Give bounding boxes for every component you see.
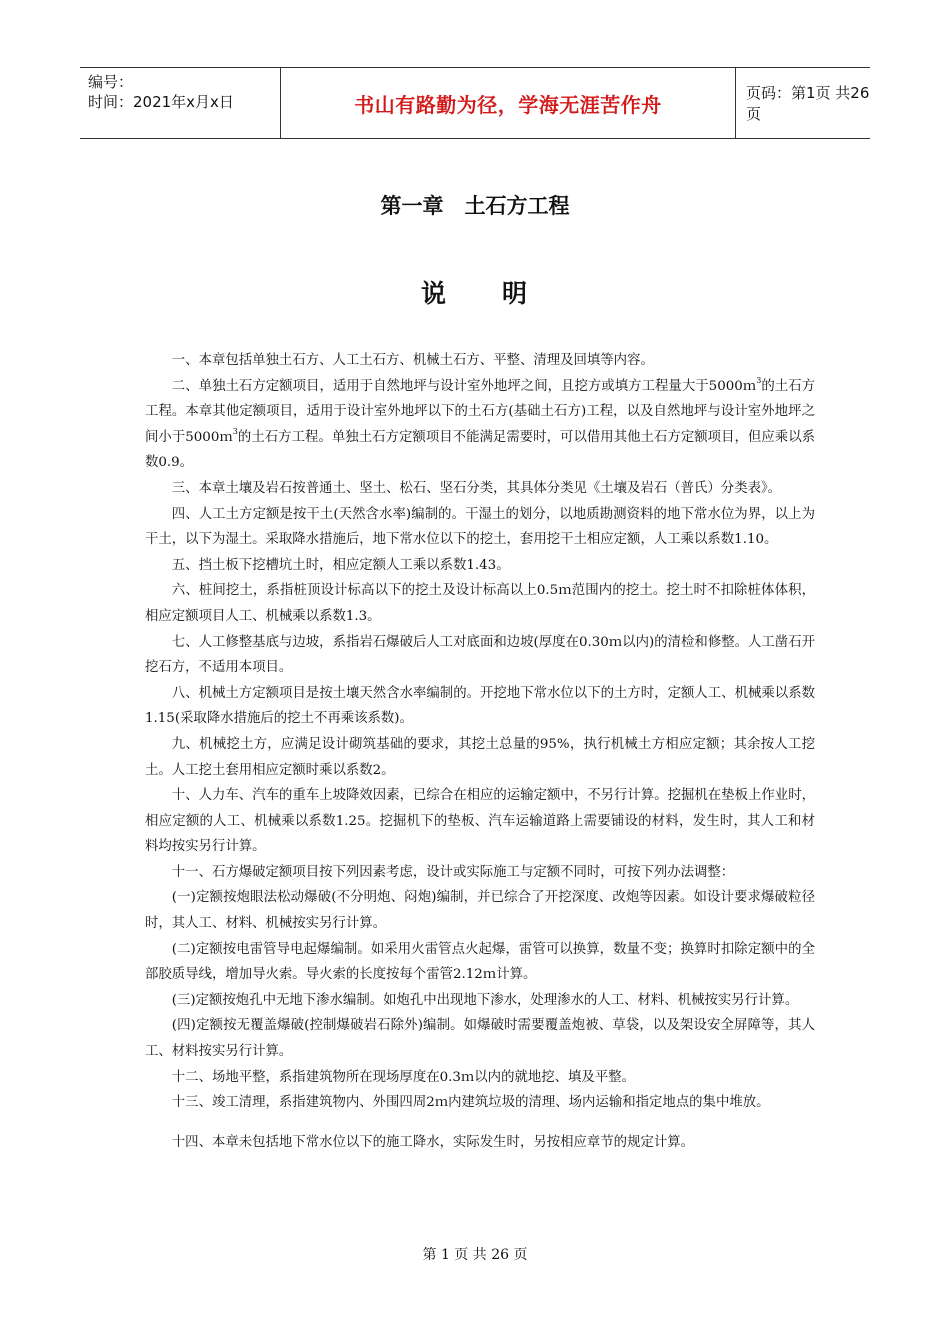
header-table — [80, 67, 870, 139]
paragraph-6: 六、桩间挖土，系指桩顶设计标高以下的挖土及设计标高以上0.5ｍ范围内的挖土。挖土时不扣除桩体体积，相应定额项目人工、机械乘以系数1.3。 — [145, 583, 815, 624]
document-time-label: 时间：2021年x月x日 — [88, 93, 234, 111]
paragraph-11-2: (二)定额按电雷管导电起爆编制。如采用火雷管点火起爆，雷管可以换算，数量不变；换算时扣除定额中的全部胶质导线，增加导火索。导火索的长度按每个雷管2.12ｍ计算。 — [145, 941, 815, 983]
paragraph-7: 七、人工修整基底与边坡，系指岩石爆破后人工对底面和边坡(厚度在0.30ｍ以内)的清检和修整。人工凿石开挖石方，不适用本项目。 — [145, 634, 815, 676]
paragraph-14: 十四、本章未包括地下常水位以下的施工降水，实际发生时，另按相应章节的规定计算。 — [171, 1134, 695, 1150]
paragraph-2-part-b: 的土石方工程。本章其他定额项目，适用于设计室外地坪以下的土石方(基础土石方)工程，以及自然地坪与设计室外地坪之间小于5000ｍ — [145, 378, 816, 445]
paragraph-11-3: (三)定额按炮孔中无地下渗水编制。如炮孔中出现地下渗水，处理渗水的人工、材料、机械按实另行计算。 — [171, 992, 799, 1008]
paragraph-9: 九、机械挖土方，应满足设计砌筑基础的要求，其挖土总量的95%，执行机械土方相应定额；其余按人工挖土。人工挖土套用相应定额时乘以系数2。 — [145, 736, 815, 778]
paragraph-5: 五、挡土板下挖槽坑土时，相应定额人工乘以系数1.43。 — [171, 557, 510, 573]
paragraph-10: 十、人力车、汽车的重车上坡降效因素，已综合在相应的运输定额中，不另行计算。挖掘机在垫板上作业时，相应定额的人工、机械乘以系数1.25。挖掘机下的垫板、汽车运输道路上需要铺设的材料，发生时，其人工和材料均按实另行计算。 — [145, 788, 815, 855]
paragraph-12: 十二、场地平整，系指建筑物所在现场厚度在0.3ｍ以内的就地挖、填及平整。 — [171, 1069, 635, 1085]
paragraph-13: 十三、竣工清理，系指建筑物内、外围四周2ｍ内建筑垃圾的清理、场内运输和指定地点的集中堆放。 — [171, 1095, 770, 1111]
paragraph-2-part-c: 的土石方工程。单独土石方定额项目不能满足需要时，可以借用其他土石方定额项目，但应乘以系数0.9。 — [145, 429, 815, 471]
header-page-info: 页码：第1页 共26页 — [746, 84, 870, 123]
chapter-title: 第一章 土石方工程 — [380, 194, 570, 218]
header-motto: 书山有路勤为径，学海无涯苦作舟 — [354, 92, 662, 117]
paragraph-11-1: (一)定额按炮眼法松动爆破(不分明炮、闷炮)编制，并已综合了开挖深度、改炮等因素。如设计要求爆破粒径时，其人工、材料、机械按实另行计算。 — [145, 890, 815, 932]
paragraph-3: 三、本章土壤及岩石按普通土、坚土、松石、坚石分类，其具体分类见《土壤及岩石（普氏）分类表》。 — [171, 480, 782, 496]
section-title: 说 明 — [420, 279, 529, 308]
superscript-3: 3 — [756, 375, 762, 385]
document-number-label: 编号： — [88, 73, 134, 91]
paragraph-2 — [145, 374, 815, 476]
document-body — [145, 348, 815, 1155]
paragraph-11: 十一、石方爆破定额项目按下列因素考虑，设计或实际施工与定额不同时，可按下列办法调整： — [171, 864, 735, 880]
paragraph-11-4: (四)定额按无覆盖爆破(控制爆破岩石除外)编制。如爆破时需要覆盖炮被、草袋，以及架设安全屏障等，其人工、材料按实另行计算。 — [145, 1018, 815, 1060]
header-motto-cell — [280, 68, 736, 138]
paragraph-8: 八、机械土方定额项目是按土壤天然含水率编制的。开挖地下常水位以下的土方时，定额人工、机械乘以系数1.15(采取降水措施后的挖土不再乘该系数)。 — [145, 685, 815, 727]
superscript-3: 3 — [232, 426, 238, 436]
page-footer: 第 1 页 共 26 页 — [422, 1247, 528, 1263]
header-meta-cell — [80, 68, 280, 138]
paragraph-4: 四、人工土方定额是按干土(天然含水率)编制的。干湿土的划分，以地质勘测资料的地下常水位为界，以上为干土，以下为湿土。采取降水措施后，地下常水位以下的挖土，套用挖干土相应定额，人工乘以系数1.10。 — [145, 506, 815, 548]
paragraph-1: 一、本章包括单独土石方、人工土石方、机械土石方、平整、清理及回填等内容。 — [171, 353, 654, 368]
paragraph-2-part-a: 二、单独土石方定额项目，适用于自然地坪与设计室外地坪之间，且挖方或填方工程量大于5000ｍ — [171, 378, 757, 394]
